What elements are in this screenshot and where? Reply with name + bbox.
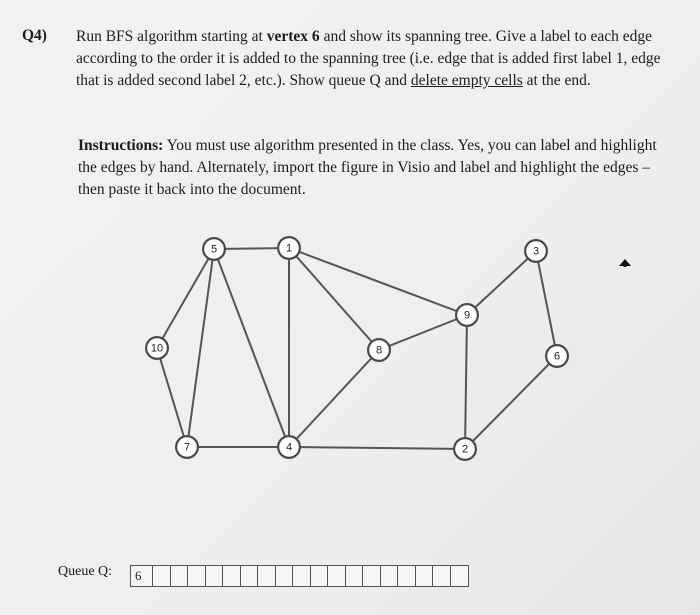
graph-node-2 xyxy=(453,437,477,461)
queue-cell xyxy=(363,566,381,586)
question-number: Q4) xyxy=(22,27,47,44)
graph-edge-9-2 xyxy=(465,315,467,449)
question-start-vertex: vertex 6 xyxy=(266,28,320,45)
queue-cell xyxy=(381,566,399,586)
queue-cell xyxy=(241,566,259,586)
queue-cell xyxy=(398,566,416,586)
graph-node-label: 9 xyxy=(463,309,471,322)
graph-node-label: 4 xyxy=(285,441,293,454)
graph-edge-6-2 xyxy=(465,356,557,449)
graph-edge-9-3 xyxy=(467,251,536,315)
graph-node-label: 6 xyxy=(553,350,561,363)
graph-node-label: 7 xyxy=(183,441,191,454)
graph-edge-10-5 xyxy=(157,249,214,348)
graph-edges xyxy=(157,245,557,449)
graph-edge-5-7 xyxy=(187,249,214,447)
graph-edge-3-6 xyxy=(536,251,557,356)
question-text-part3: at the end. xyxy=(522,72,591,89)
graph-edge-4-2 xyxy=(289,447,465,449)
graph-node-label: 10 xyxy=(150,342,164,355)
graph-node-label: 8 xyxy=(375,344,383,357)
graph-nodes xyxy=(145,236,569,461)
graph-node-4 xyxy=(277,435,301,459)
queue-cell xyxy=(451,566,469,586)
graph-edge-1-8 xyxy=(289,248,379,350)
queue-cell xyxy=(153,566,171,586)
graph-node-3 xyxy=(524,239,548,263)
mouse-cursor-icon xyxy=(618,258,632,272)
queue-cell xyxy=(346,566,364,586)
question-text-part2: and show its spanning tree. Give a label to each edge according to the order it is added to the spanning tree (i.e. edge that is added first label 1, edge that is added second label 2, etc.). Show queue Q and xyxy=(76,28,661,89)
graph-node-9 xyxy=(455,303,479,327)
queue-cell: 6 xyxy=(131,566,153,586)
graph-node-label: 3 xyxy=(532,245,540,258)
graph-edge-8-4 xyxy=(289,350,379,447)
graph-node-label: 1 xyxy=(285,242,293,255)
instructions-heading: Instructions: xyxy=(78,137,164,154)
queue-cell xyxy=(293,566,311,586)
graph-edge-10-7 xyxy=(157,348,187,447)
queue-cells xyxy=(130,565,469,587)
queue-cell xyxy=(328,566,346,586)
graph-edge-1-9 xyxy=(289,248,467,315)
question-text-part1: Run BFS algorithm starting at xyxy=(76,28,267,45)
queue-cell xyxy=(171,566,189,586)
queue-cell xyxy=(206,566,224,586)
graph-node-6 xyxy=(545,344,569,368)
question-underlined-text: delete empty cells xyxy=(410,72,523,89)
queue-label: Queue Q: xyxy=(58,564,113,579)
queue-cell xyxy=(223,566,241,586)
queue-cell xyxy=(433,566,451,586)
queue-cell xyxy=(188,566,206,586)
graph-node-7 xyxy=(175,435,199,459)
graph-node-10 xyxy=(145,336,169,360)
graph-edge-8-9 xyxy=(379,315,467,350)
graph-node-label: 5 xyxy=(210,243,218,256)
graph-node-5 xyxy=(202,237,226,261)
graph-node-1 xyxy=(277,236,301,260)
graph-node-label: 2 xyxy=(461,443,469,456)
graph-edge-5-4 xyxy=(214,249,289,447)
queue-cell xyxy=(276,566,294,586)
queue-cell xyxy=(258,566,276,586)
queue-cell xyxy=(311,566,329,586)
queue-cell xyxy=(416,566,434,586)
graph-node-8 xyxy=(367,338,391,362)
instructions-text: You must use algorithm presented in the class. Yes, you can label and highlight the edges by hand. Alternately, import the figure in Visio and label and highlight the edges – then paste it back into the document. xyxy=(78,137,657,198)
